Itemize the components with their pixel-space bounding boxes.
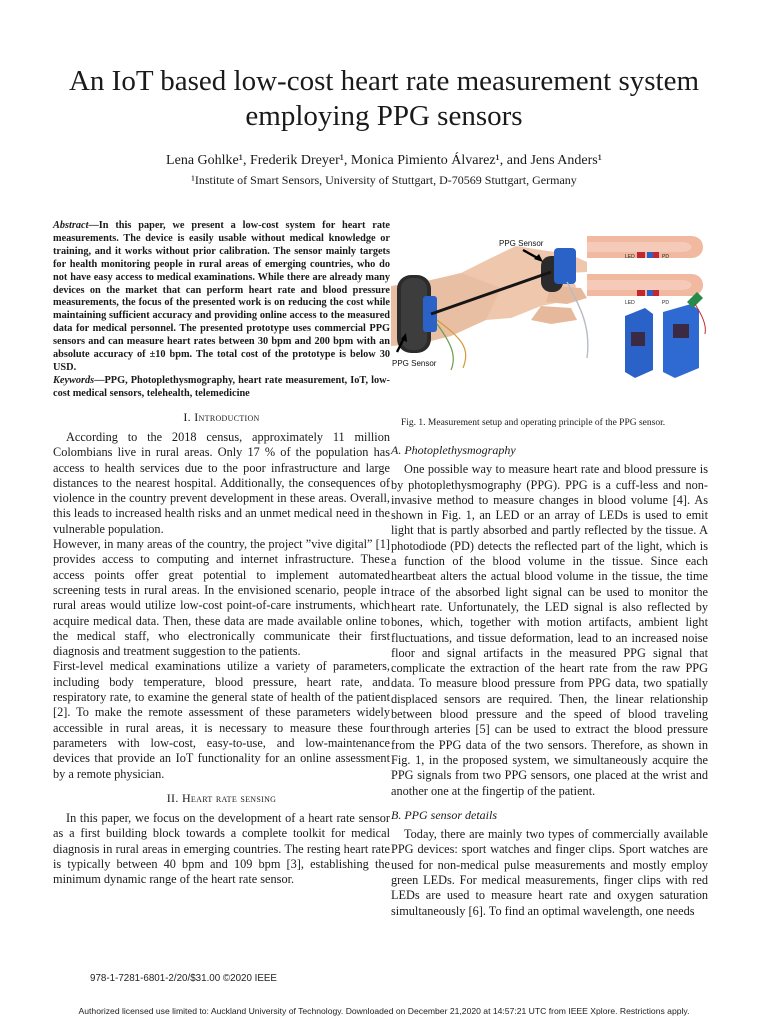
right-column xyxy=(391,220,708,919)
section-title: Heart rate sensing xyxy=(181,790,277,805)
led-element xyxy=(653,290,659,296)
sensor-chip xyxy=(631,332,645,346)
label-ppg-sensor-top: PPG Sensor xyxy=(499,239,544,248)
keywords-text: —PPG, Photoplethysmography, heart rate measurement, IoT, low-cost medical sensors, telehealth, telemedicine xyxy=(53,374,390,399)
copyright-notice: 978-1-7281-6801-2/20/$31.00 ©2020 IEEE xyxy=(90,973,277,984)
paper-title: An IoT based low-cost heart rate measurement system employing PPG sensors xyxy=(68,65,699,132)
pd-label: PD xyxy=(662,254,669,260)
finger-cross-section-1 xyxy=(587,236,703,260)
section-heading-introduction xyxy=(53,410,390,425)
subsection-ppg-sensor-details: B. PPG sensor details xyxy=(391,807,497,822)
led-element xyxy=(637,252,645,258)
hand-photo xyxy=(391,239,588,370)
abstract-text: —In this paper, we present a low-cost system for heart rate measurements. The device is easily usable without medical knowledge or training, and it works without prior calibration. The sensor mainly targets for health monitoring people in rural areas of emerging countries, who do not have easy access to medical examinations. While there are already many devices on the market that can perform heart rate and blood pressure measurements, the focus of the presented work is on reducing the cost while maintaining sufficient accuracy and providing online access to the measured data for medical personnel. The presented prototype uses commercial PPG sensors and can measure heart rates between 30 bpm and 200 bpm with an absolute accuracy of ±10 bpm. The total cost of the prototype is below 30 USD. xyxy=(53,220,390,373)
led-element xyxy=(653,252,659,258)
abstract xyxy=(53,220,390,375)
sensor-chip xyxy=(673,324,689,338)
led-element xyxy=(637,290,645,296)
abstract-label: Abstract xyxy=(53,220,89,231)
finger-bone xyxy=(587,280,692,290)
affiliation: ¹Institute of Smart Sensors, University of Stuttgart, D-70569 Stuttgart, Germany xyxy=(191,173,577,187)
author-list: Lena Gohlke¹, Frederik Dreyer¹, Monica Pimiento Álvarez¹, and Jens Anders¹ xyxy=(166,153,602,168)
ppg-paragraph: One possible way to measure heart rate and blood pressure is by photoplethysmography (PPG). PPG is a cuff-less and non-invasive method to measure changes in blood volume [4]. As shown in Fig. 1, an LED or an array of LEDs is used to emit light that is partly absorbed and partly reflected by the tissue. A photodiode (PD) detects the reflected part of the light, which is a function of the blood volume in the tissue. Since each heartbeat alters the actual blood volume in the tissue, the time trace of the absorbed light signal can be used to monitor the heart rate. Unfortunately, the LED signal is also reflected by bones, which, together with motion artifacts, ambient light fluctuations, and tissue deformation, lead to an increased noise floor and signal artifacts in the measured PPG signal that complicate the extraction of the heart rate from the raw PPG data. To measure blood pressure from PPG data, two spatially displaced sensors are required. Then, the linear relationship between blood pressure and the speed of blood traveling through arteries [5] can be used to extract the blood pressure from the PPG data of the two sensors. Therefore, as shown in Fig. 1, in the proposed system, we simultaneously acquire the PPG signals from two PPG sensors, one placed at the wrist and another one at the fingertip of the patient. xyxy=(391,462,708,798)
led-label: LED xyxy=(625,300,635,306)
section-numeral: II. xyxy=(166,790,179,805)
section-title: Introduction xyxy=(194,409,260,424)
finger-sensor-housing xyxy=(554,248,576,284)
pd-label: PD xyxy=(662,300,669,306)
figure-1 xyxy=(391,228,708,380)
housing-right xyxy=(663,304,699,378)
heart-rate-paragraph: In this paper, we focus on the development of a heart rate sensor as a first building block towards a complete toolkit for medical diagnosis in rural areas in emerging countries. The resting heart rate is typically between 40 bpm and 109 bpm [3], establishing the minimum dynamic range of the heart rate sensor. xyxy=(53,811,390,887)
intro-paragraph-1: According to the 2018 census, approximately 11 million Colombians live in rural areas. Only 17 % of the population has access to health services due to the poor infrastructure and large distances to the nearest hospital. Additionally, the consequences of violence in the country prevent development in these areas. Overall, this leads to increased health risks and an unmet medical need in the vulnerable population. xyxy=(53,429,390,536)
section-heading-heart-rate xyxy=(53,791,390,806)
subsection-photoplethysmography: A. Photoplethysmography xyxy=(391,443,516,457)
led-label: LED xyxy=(625,254,635,260)
section-numeral: I. xyxy=(183,409,191,424)
ppg-details-paragraph: Today, there are mainly two types of commercially available PPG devices: sport watches and finger clips. Sport watches are used for non-medical pulse measurements and mostly employ green LEDs. For medical measurements, finger clips with red LEDs are used to measure heart rate and oxygen saturation simultaneously [6]. To find an optimal wavelength, one needs xyxy=(391,827,708,918)
finger-shape xyxy=(531,306,577,324)
finger-cross-section-2 xyxy=(587,274,703,306)
left-column xyxy=(53,220,390,888)
license-notice: Authorized licensed use limited to: Auckland University of Technology. Downloaded on December 21,2020 at 14:57:21 UTC from IEEE Xplore. Restrictions apply. xyxy=(78,1006,690,1016)
label-ppg-sensor-bottom: PPG Sensor xyxy=(392,359,437,368)
finger-bone xyxy=(587,242,692,252)
keywords xyxy=(53,375,390,401)
figure-caption: Fig. 1. Measurement setup and operating principle of the PPG sensor. xyxy=(401,418,666,428)
keywords-label: Keywords xyxy=(53,374,95,386)
measurement-setup-figure xyxy=(391,228,708,380)
intro-paragraph-3: First-level medical examinations utilize a variety of parameters, including body temperature, blood pressure, heart rate, and respiratory rate, to examine the general state of health of the patient [2]. To make the remote assessment of these parameters widely accessible in rural areas, it is necessary to measure these four parameters with low-cost, easy-to-use, and low-maintenance devices that provide an IoT functionality for an online assessment by a remote physician. xyxy=(53,659,390,781)
intro-paragraph-2: However, in many areas of the country, the project ”vive digital” [1] provides access to computing and internet infrastructure. These access points offer great potential to implement automated screening tests in rural areas. In the envisioned scenario, people in rural areas would utilize low-cost point-of-care instruments, which acquire medical data. Then, these data are made available online to the medical staff, who electronically communicate their first diagnosis and treatment suggestion to the patients. xyxy=(53,537,390,659)
